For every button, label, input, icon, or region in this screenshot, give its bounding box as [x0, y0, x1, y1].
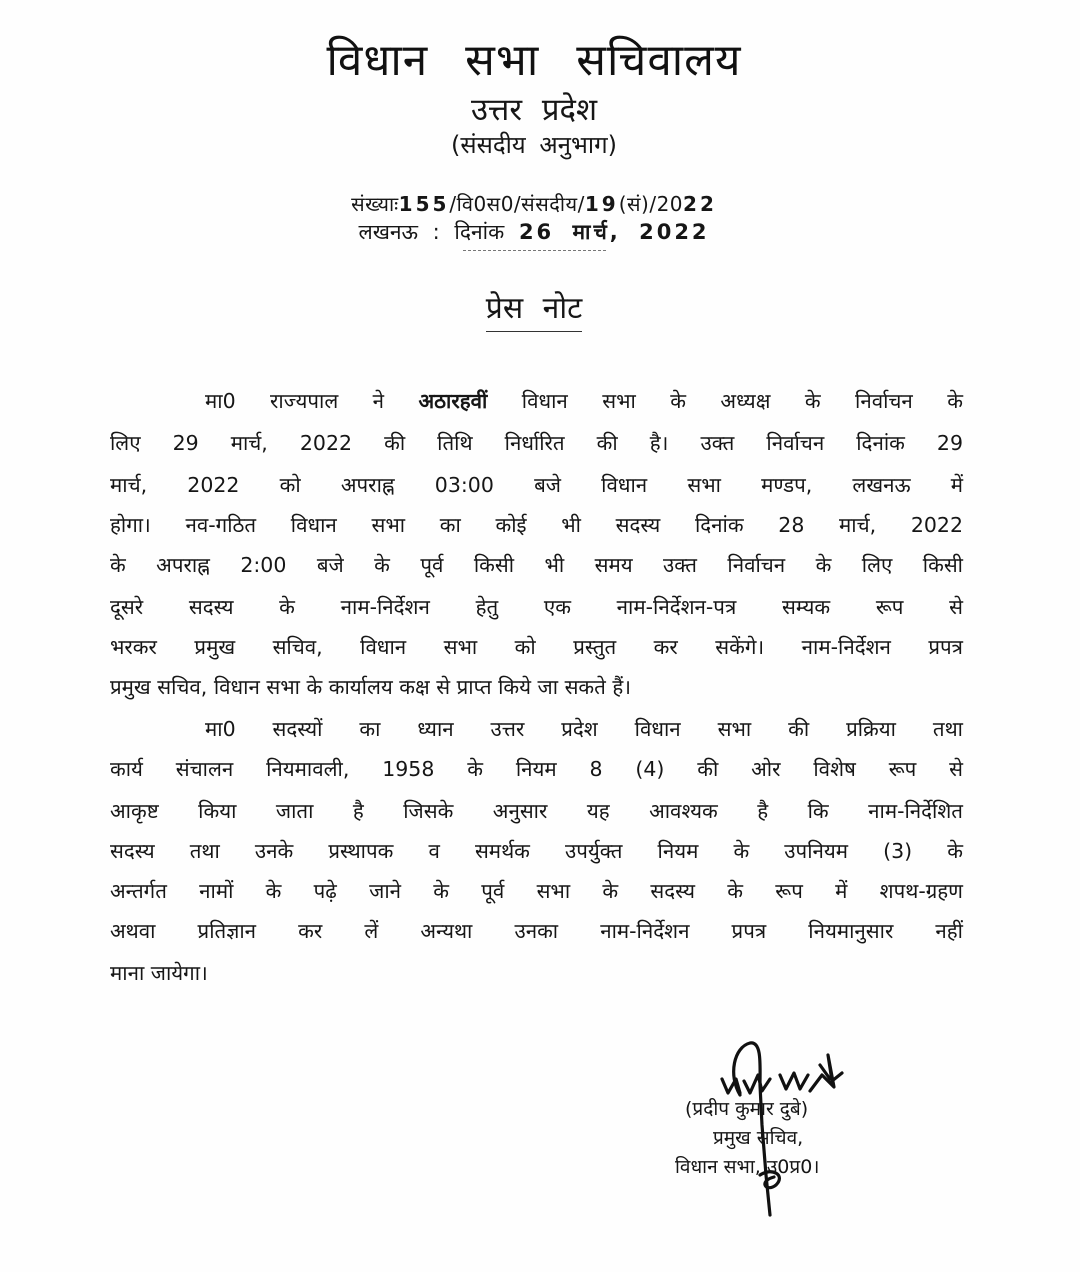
document-heading	[0, 286, 1074, 332]
paragraph-1-line-7: भरकर प्रमुख सचिव, विधान सभा को प्रस्तुत कर सकेंगे। नाम-निर्देशन प्रपत्र	[110, 635, 963, 659]
paragraph-2-line-1: मा0 सदस्यों का ध्यान उत्तर प्रदेश विधान सभा की प्रक्रिया तथा	[205, 717, 963, 741]
signatory-designation: प्रमुख सचिव,	[713, 1127, 804, 1149]
dashed-divider	[463, 250, 606, 251]
paragraph-1-line-4: होगा। नव-गठित विधान सभा का कोई भी सदस्य दिनांक 28 मार्च, 2022	[110, 513, 963, 537]
text-segment: मा0 राज्यपाल ने	[205, 389, 419, 413]
paragraph-2-line-7: माना जायेगा।	[110, 961, 208, 985]
paragraph-2-line-5: अन्तर्गत नामों के पढ़े जाने के पूर्व सभा के सदस्य के रूप में शपथ-ग्रहण	[110, 879, 963, 903]
reference-number	[0, 190, 1074, 217]
dateline	[0, 218, 1074, 246]
reference-suffix: (सं)/20	[618, 192, 684, 216]
reference-middle: /वि0स0/संसदीय/	[449, 192, 585, 216]
paragraph-2-line-6: अथवा प्रतिज्ञान कर लें अन्यथा उनका नाम-निर्देशन प्रपत्र नियमानुसार नहीं	[110, 919, 963, 943]
reference-prefix: संख्याः	[351, 192, 399, 216]
paragraph-1-line-5: के अपराह्न 2:00 बजे के पूर्व किसी भी समय उक्त निर्वाचन के लिए किसी	[110, 553, 963, 577]
paragraph-2-line-4: सदस्य तथा उनके प्रस्थापक व समर्थक उपर्युक्त नियम के उपनियम (3) के	[110, 839, 963, 863]
reference-number-value: 155	[398, 192, 450, 216]
bold-ordinal: अठारहवीं	[418, 389, 488, 413]
signatory-name: (प्रदीप कुमार दुबे)	[685, 1098, 809, 1120]
paragraph-1-line-8: प्रमुख सचिव, विधान सभा के कार्यालय कक्ष से प्राप्त किये जा सकते हैं।	[110, 675, 632, 699]
section-name: (संसदीय अनुभाग)	[451, 131, 617, 159]
paragraph-1-line-6: दूसरे सदस्य के नाम-निर्देशन हेतु एक नाम-निर्देशन-पत्र सम्यक रूप से	[110, 595, 963, 619]
paragraph-1-line-2: लिए 29 मार्च, 2022 की तिथि निर्धारित की है। उक्त निर्वाचन दिनांक 29	[110, 431, 963, 455]
reference-year-tail: 22	[683, 192, 717, 216]
office-title: विधान सभा सचिवालय	[326, 35, 742, 86]
paragraph-1-line-1	[205, 386, 963, 416]
dateline-date: 26 मार्च, 2022	[518, 220, 710, 244]
paragraph-1-line-3: मार्च, 2022 को अपराह्न 03:00 बजे विधान सभा मण्डप, लखनऊ में	[110, 473, 963, 497]
signatory-office: विधान सभा, उ0प्र0।	[675, 1156, 820, 1178]
dateline-place: लखनऊ : दिनांक	[358, 220, 505, 244]
state-name: उत्तर प्रदेश	[470, 92, 598, 128]
reference-file-number: 19	[584, 192, 619, 216]
text-segment: विधान सभा के अध्यक्ष के निर्वाचन के	[487, 389, 963, 413]
paragraph-2-line-3: आकृष्ट किया जाता है जिसके अनुसार यह आवश्यक है कि नाम-निर्देशित	[110, 799, 963, 823]
paragraph-2-line-2: कार्य संचालन नियमावली, 1958 के नियम 8 (4) की ओर विशेष रूप से	[110, 757, 963, 781]
press-note-heading: प्रेस नोट	[486, 286, 582, 332]
